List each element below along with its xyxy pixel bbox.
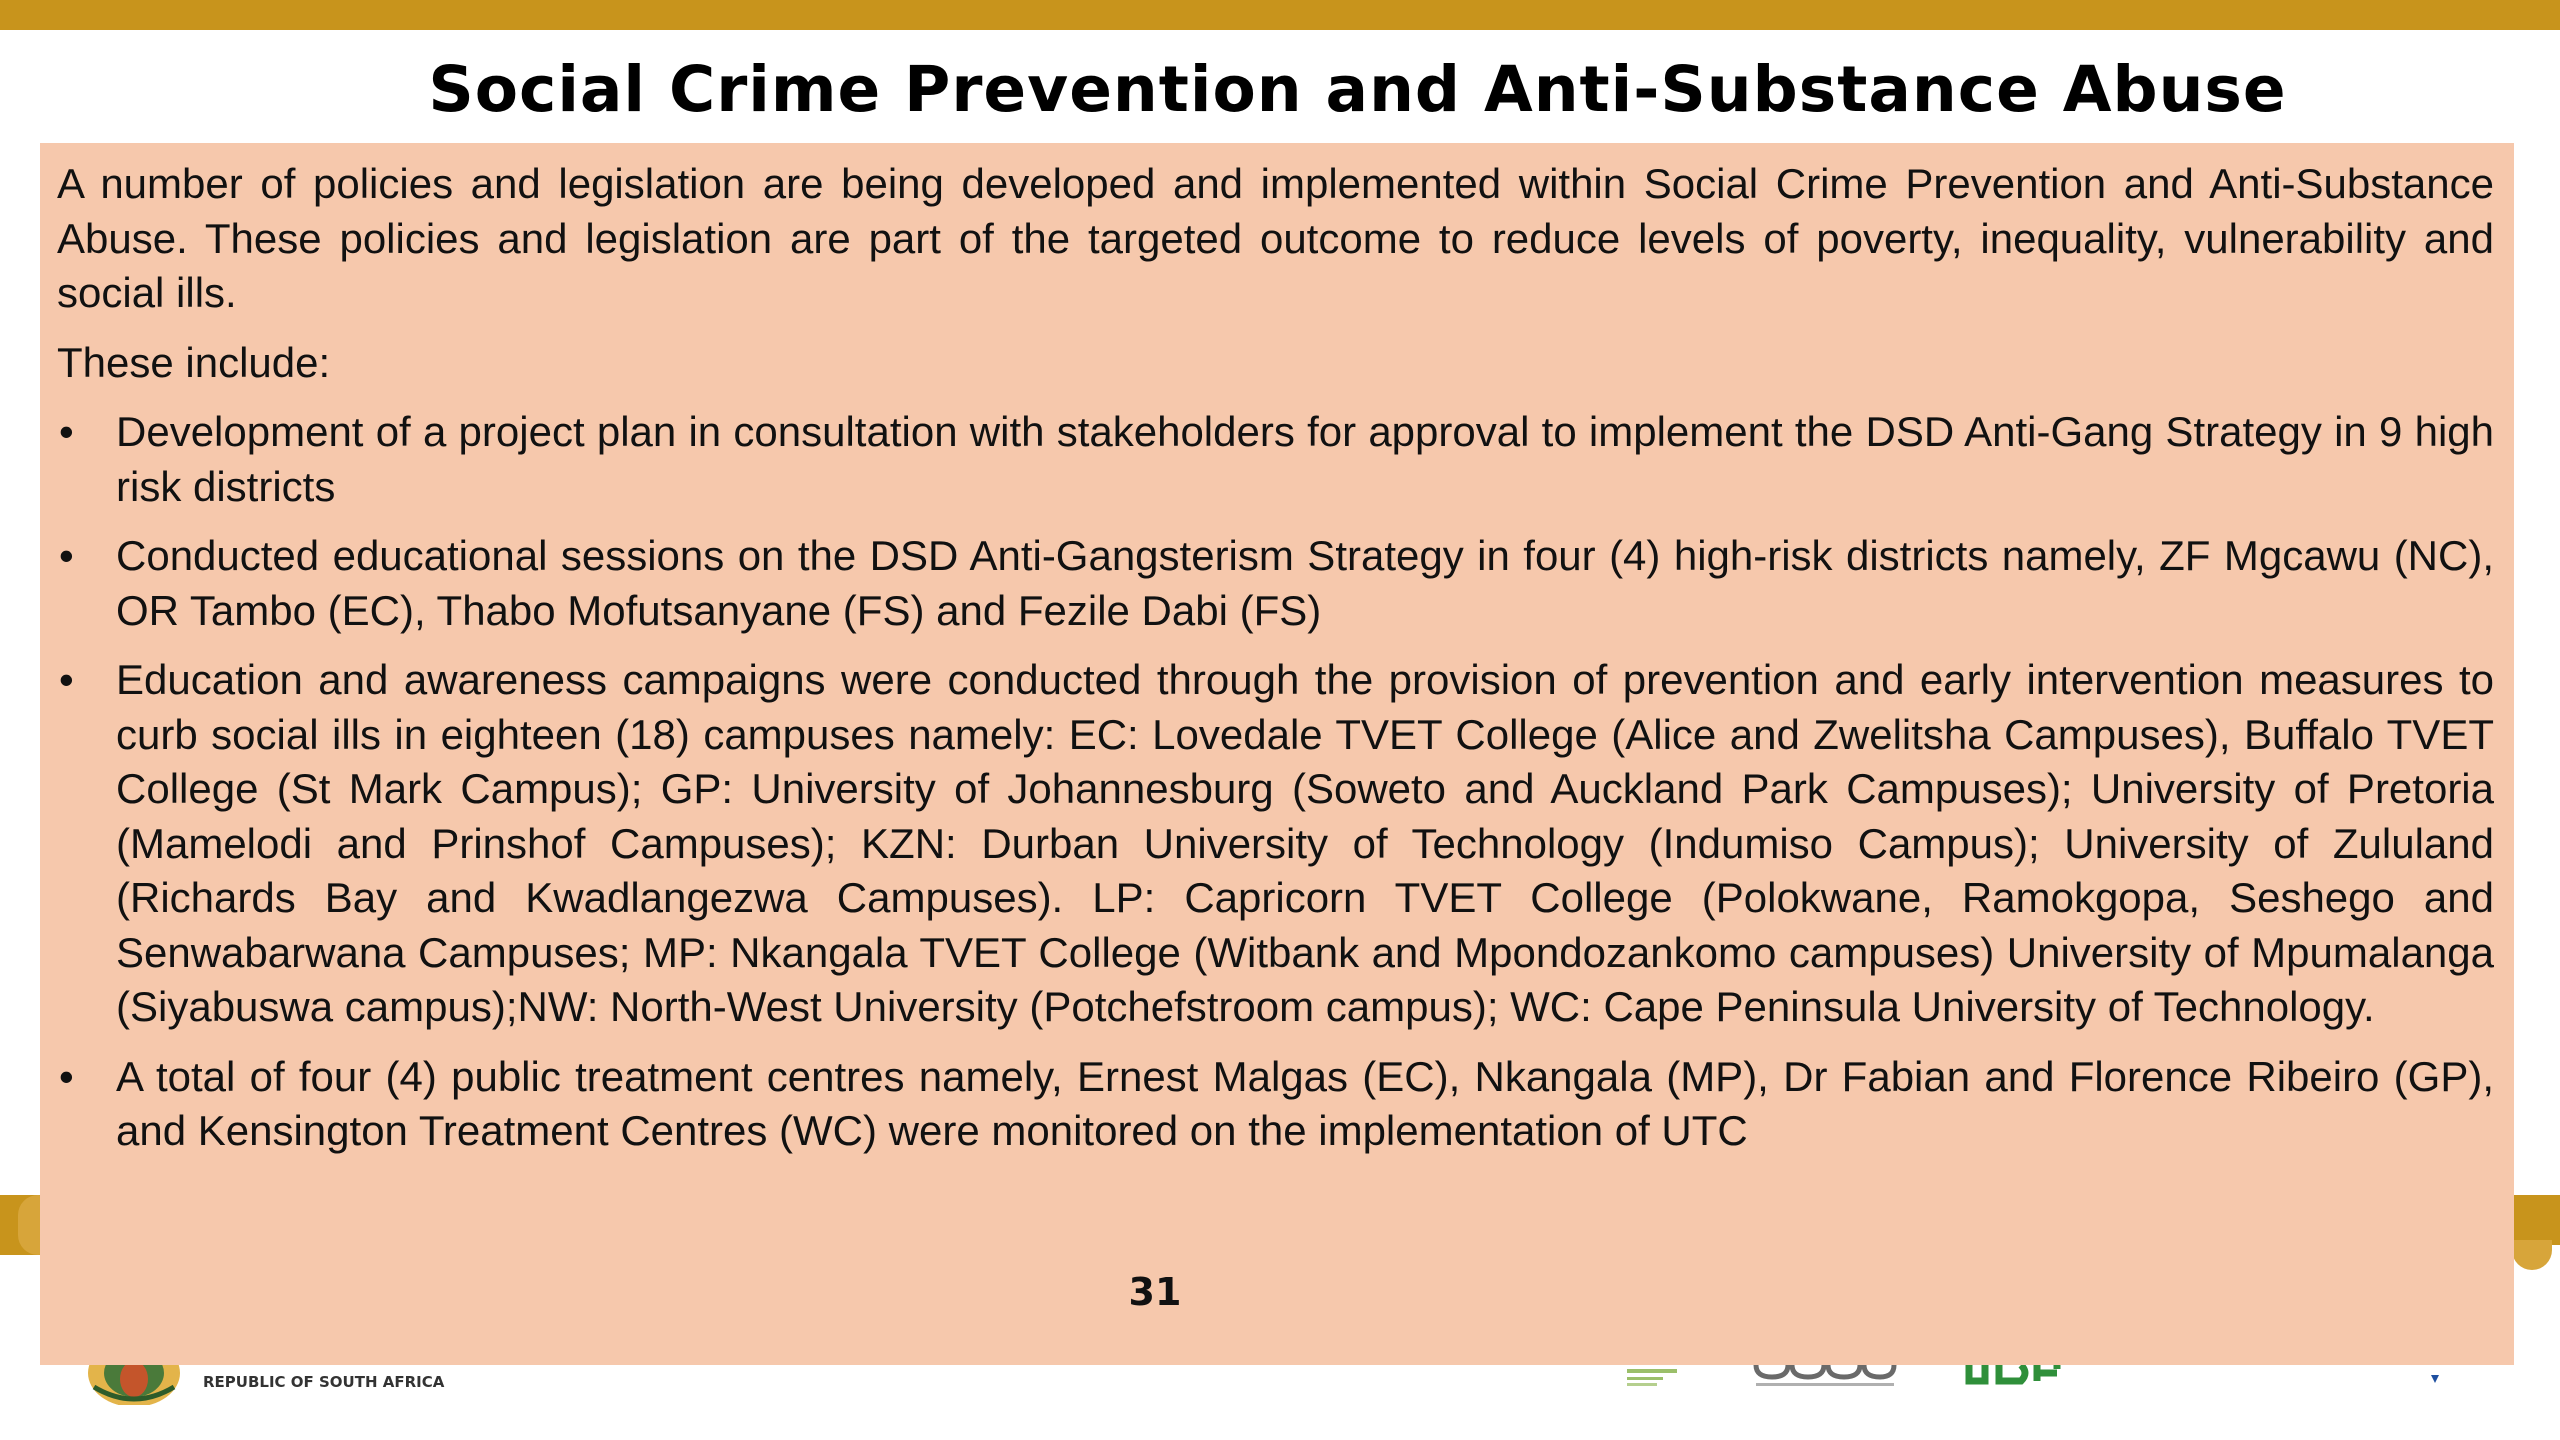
bullet-item [57, 1050, 2494, 1159]
bullet-text: Education and awareness campaigns were conducted through the provision of prevention and early intervention measures to curb social ills in eighteen (18) campuses namely: EC: Lovedale TVET College (Alice and Zwelitsha Campuses), Buffalo TVET College (St Mark Campus); GP: University of Johannesburg (Soweto and Auckland Park Campuses); University of Pretoria (Mamelodi and Prinshof Campuses); KZN: Durban University of Technology (Indumiso Campus); University of Zululand (Richards Bay and Kwadlangezwa Campuses). LP: Capricorn TVET College (Polokwane, Ramokgopa, Seshego and Senwabarwana Campuses; MP: Nkangala TVET College (Witbank and Mpondozankomo campuses) University of Mpumalanga (Siyabuswa campus);NW: North-West University (Potchefstroom campus); WC: Cape Peninsula University of Technology. [116, 656, 2494, 1030]
bullet-text: A total of four (4) public treatment centres namely, Ernest Malgas (EC), Nkangala (MP), Dr Fabian and Florence Ribeiro (GP), and Kensington Treatment Centres (WC) were monitored on the implementation of UTC [116, 1052, 2494, 1154]
coat-of-arms-icon [86, 1365, 182, 1405]
bullet-text: Conducted educational sessions on the DSD Anti-Gangsterism Strategy in four (4) high-risk districts namely, ZF Mgcawu (NC), OR Tambo (EC), Thabo Mofutsanyane (FS) and Fezile Dabi (FS) [116, 532, 2494, 634]
bullet-icon: • [59, 1052, 74, 1100]
top-accent-bar [0, 0, 2560, 30]
bullet-icon: • [59, 656, 74, 703]
bullet-item [57, 405, 2494, 514]
right-decorative-tab [2512, 1195, 2560, 1245]
bullet-icon: • [59, 532, 74, 579]
footer-logo-strip [0, 1365, 2560, 1440]
bullet-icon: • [59, 408, 74, 455]
page-number: 31 [1128, 1270, 1182, 1314]
intro-paragraph: A number of policies and legislation are being developed and implemented within Social Crime Prevention and Anti-Substance Abuse. These policies and legislation are part of the targeted outcome to reduce levels of poverty, inequality, vulnerability and social ills. [57, 160, 2494, 316]
sassa-icon [1752, 1365, 1897, 1395]
partner-icon [2425, 1365, 2445, 1395]
bullet-item [57, 529, 2494, 638]
development-agency-icon [1625, 1365, 1685, 1395]
bullet-text: Development of a project plan in consultation with stakeholders for approval to implement the DSD Anti-Gang Strategy in 9 high risk districts [116, 408, 2494, 510]
bullet-item [57, 653, 2494, 1035]
nda-icon [1965, 1365, 2075, 1395]
slide-title: Social Crime Prevention and Anti-Substance Abuse [428, 53, 2287, 126]
republic-label: REPUBLIC OF SOUTH AFRICA [203, 1373, 445, 1391]
bullet-list [57, 405, 2494, 1159]
lead-in-text: These include: [57, 338, 331, 386]
content-panel [40, 143, 2514, 1365]
